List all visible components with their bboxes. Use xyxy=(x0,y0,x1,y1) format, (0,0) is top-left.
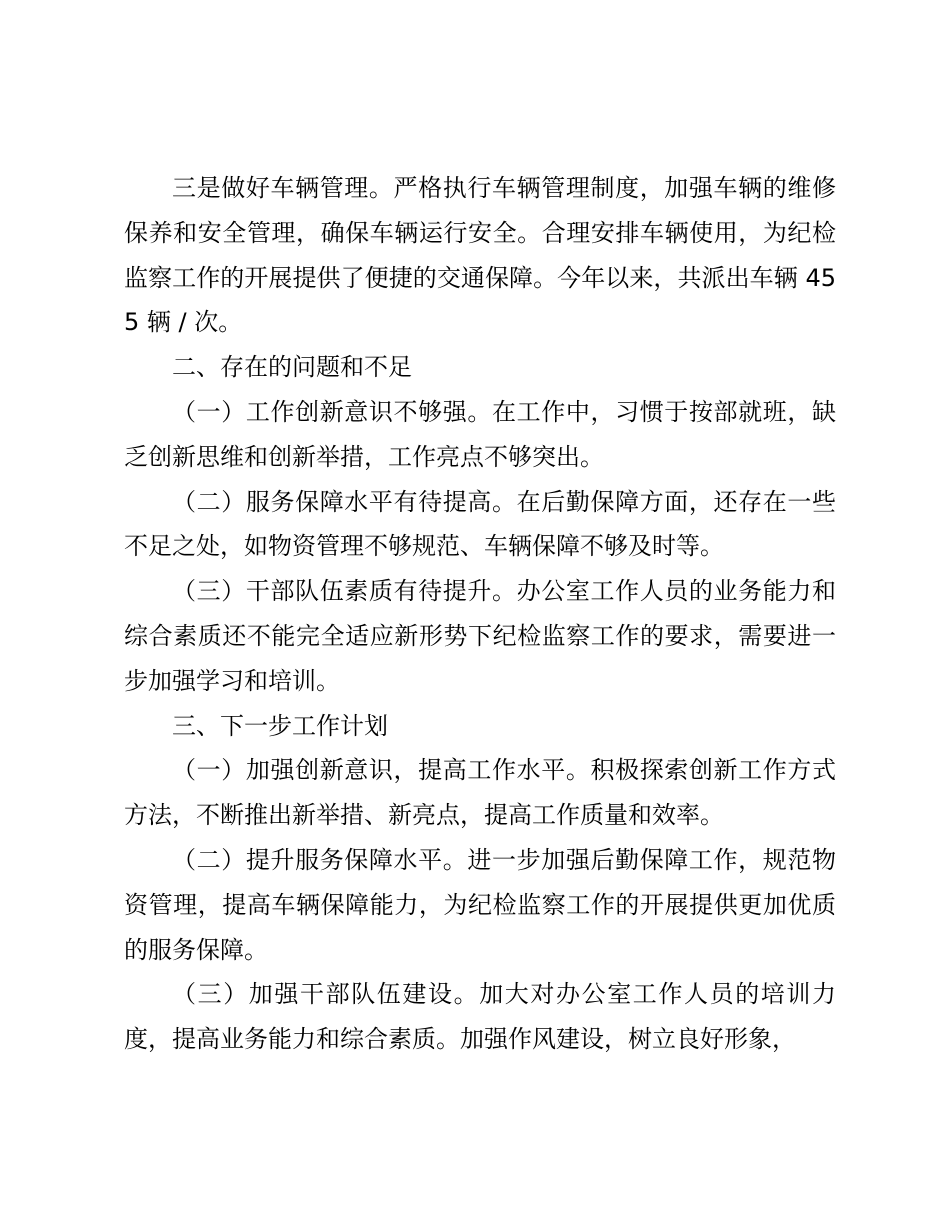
paragraph-problem-innovation: （一）工作创新意识不够强。在工作中，习惯于按部就班，缺乏创新思维和创新举措，工作亮点不够突出。 xyxy=(124,397,836,471)
section-heading-problems: 二、存在的问题和不足 xyxy=(172,353,412,382)
paragraph-plan-innovation: （一）加强创新意识，提高工作水平。积极探索创新工作方式方法，不断推出新举措、新亮点，提高工作质量和效率。 xyxy=(124,756,836,830)
paragraph-plan-staff: （三）加强干部队伍建设。加大对办公室工作人员的培训力度，提高业务能力和综合素质。加强作风建设，树立良好形象， xyxy=(124,980,836,1054)
paragraph-problem-staff: （三）干部队伍素质有待提升。办公室工作人员的业务能力和综合素质还不能完全适应新形势下纪检监察工作的要求，需要进一步加强学习和培训。 xyxy=(124,577,836,695)
section-heading-next-plan: 三、下一步工作计划 xyxy=(172,711,388,740)
document-body xyxy=(124,166,836,1062)
paragraph-problem-service: （二）服务保障水平有待提高。在后勤保障方面，还存在一些不足之处，如物资管理不够规范、车辆保障不够及时等。 xyxy=(124,487,836,561)
paragraph-plan-service: （二）提升服务保障水平。进一步加强后勤保障工作，规范物资管理，提高车辆保障能力，为纪检监察工作的开展提供更加优质的服务保障。 xyxy=(124,845,836,964)
paragraph-vehicle-management: 三是做好车辆管理。严格执行车辆管理制度，加强车辆的维修保养和安全管理，确保车辆运行安全。合理安排车辆使用，为纪检监察工作的开展提供了便捷的交通保障。今年以来，共派出车辆 455 辆 / 次。 xyxy=(124,174,836,337)
